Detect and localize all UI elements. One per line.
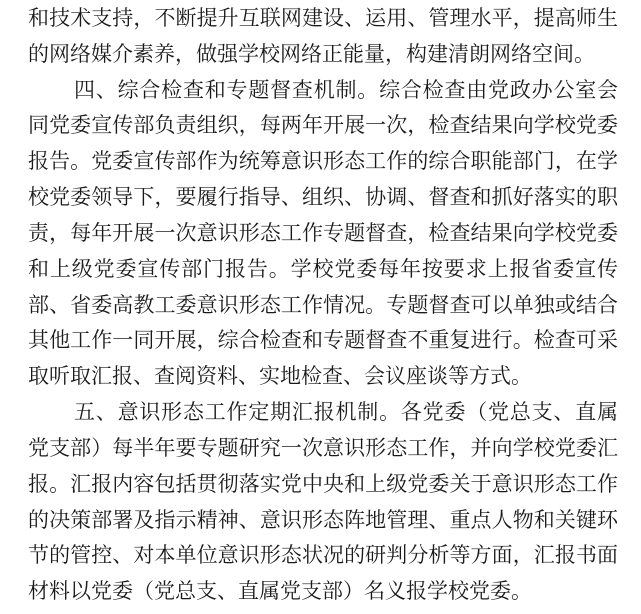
text-line: 节的管控、对本单位意识形态状况的研判分析等方面，汇报书面 (28, 543, 618, 568)
section-heading-line: 五、意识形态工作定期汇报机制。各党委（党总支、直属 (74, 400, 618, 425)
text-line: 责，每年开展一次意识形态工作专题督查，检查结果向学校党委 (28, 220, 618, 245)
text-line: 的网络媒介素养，做强学校网络正能量，构建清朗网络空间。 (28, 41, 595, 66)
text-line: 和技术支持，不断提升互联网建设、运用、管理水平，提高师生 (28, 6, 618, 30)
text-line: 和上级党委宣传部门报告。学校党委每年按要求上报省委宣传 (28, 256, 618, 281)
text-line: 其他工作一同开展，综合检查和专题督查不重复进行。检查可采 (28, 328, 618, 353)
text-line: 同党委宣传部负责组织，每两年开展一次，检查结果向学校党委 (28, 113, 618, 138)
text-line: 部、省委高教工委意识形态工作情况。专题督查可以单独或结合 (28, 292, 618, 317)
text-line: 的决策部署及指示精神、意识形态阵地管理、重点人物和关键环 (28, 507, 618, 532)
text-line: 材料以党委（党总支、直属党支部）名义报学校党委。 (28, 579, 532, 604)
text-line: 报。汇报内容包括贯彻落实党中央和上级党委关于意识形态工作 (28, 471, 618, 496)
text-line: 取听取汇报、查阅资料、实地检查、会议座谈等方式。 (28, 364, 532, 389)
text-line: 党支部）每半年要专题研究一次意识形态工作，并向学校党委汇 (28, 435, 618, 460)
section-heading-line: 四、综合检查和专题督查机制。综合检查由党政办公室会 (74, 77, 618, 102)
text-line: 校党委领导下，要履行指导、组织、协调、督查和抓好落实的职 (28, 185, 618, 210)
text-line: 报告。党委宣传部作为统筹意识形态工作的综合职能部门，在学 (28, 149, 618, 174)
